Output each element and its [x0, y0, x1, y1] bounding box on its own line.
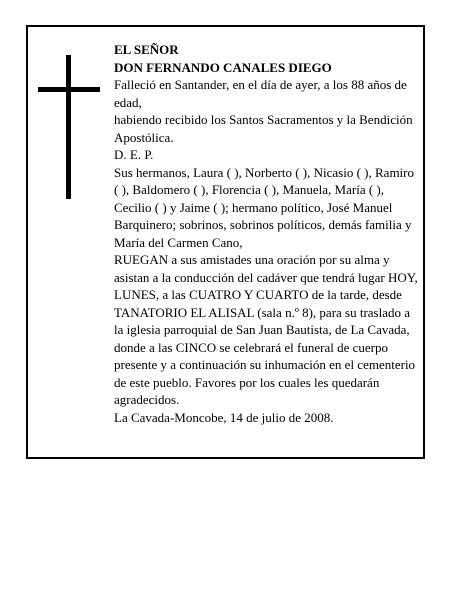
latin-cross-icon: [38, 55, 100, 199]
notice-rip: D. E. P.: [114, 147, 154, 162]
notice-death-info: Falleció en Santander, en el día de ayer, a los 88 años de edad,: [114, 77, 407, 110]
notice-request: RUEGAN a sus amistades una oración por su alma y asistan a la conducción del cadáver que tendrá lugar HOY, LUNES, a las CUATRO Y CUARTO de la tarde, desde TANATORIO EL ALISAL (sala n.º 8), para su traslado a la iglesia parroquial de San Juan Bautista, de La Cavada, donde a las CINCO se celebrará el funeral de cuerpo presente y a continuación su inhumación en el cementerio de este pueblo. Favores por los cuales les quedarán agradecidos.: [114, 252, 418, 407]
notice-place-date: La Cavada-Moncobe, 14 de julio de 2008.: [114, 409, 334, 425]
notice-deceased-name: DON FERNANDO CANALES DIEGO: [114, 59, 332, 75]
notice-family: Sus hermanos, Laura ( ), Norberto ( ), Nicasio ( ), Ramiro ( ), Baldomero ( ), Florencia ( ), Manuela, María ( ), Cecilio ( ) y Jaime ( ); hermano político, José Manuel Barquinero; sobrinos, sobrinos políticos, demás familia y María del Carmen Cano,: [114, 164, 414, 250]
notice-text: [114, 41, 420, 426]
obituary-notice: [26, 25, 425, 459]
cross-vertical-bar: [66, 55, 71, 199]
notice-sacraments: habiendo recibido los Santos Sacramentos y la Bendición Apostólica.: [114, 112, 413, 145]
cross-horizontal-bar: [38, 87, 100, 92]
notice-title-line1: EL SEÑOR: [114, 42, 179, 57]
